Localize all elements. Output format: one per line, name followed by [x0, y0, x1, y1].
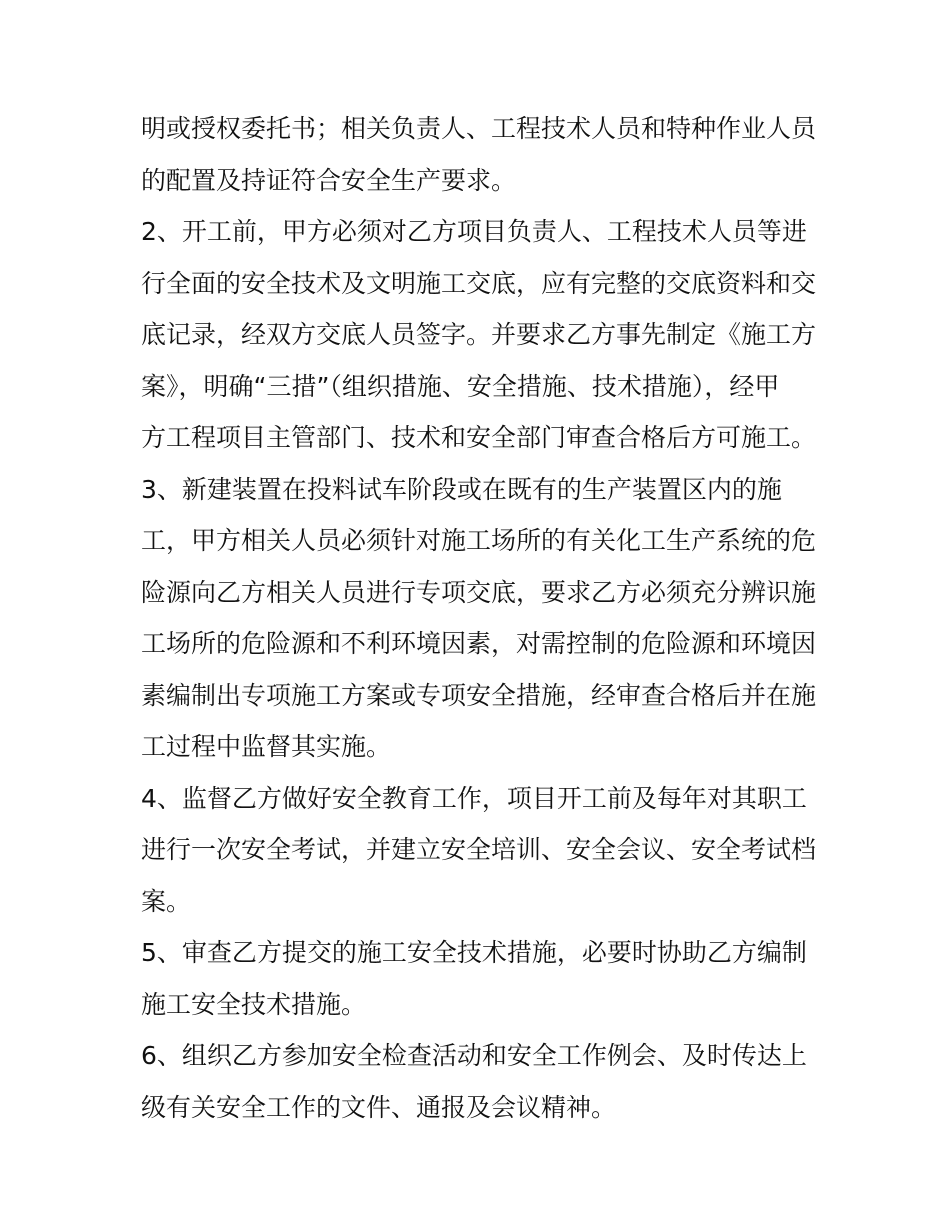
text-line: 6、组织乙方参加安全检查活动和安全工作例会、及时传达上 [141, 1041, 807, 1070]
document-body [141, 103, 821, 1133]
paragraph-item-4 [141, 773, 821, 928]
text-line: 5、审查乙方提交的施工安全技术措施，必要时协助乙方编制 [141, 938, 807, 967]
text-line: 素编制出专项施工方案或专项安全措施，经审查合格后并在施 [141, 680, 817, 710]
text-line: 3、新建装置在投料试车阶段或在既有的生产装置区内的施 [141, 474, 782, 504]
paragraph-item-3 [141, 464, 821, 773]
text-line: 工，甲方相关人员必须针对施工场所的有关化工生产系统的危 [141, 526, 817, 555]
paragraph-intro-continuation [141, 103, 821, 206]
text-line: 进行一次安全考试，并建立安全培训、安全会议、安全考试档 [141, 835, 817, 864]
text-line: 2、开工前，甲方必须对乙方项目负责人、工程技术人员等进 [141, 217, 807, 246]
text-line: 险源向乙方相关人员进行专项交底，要求乙方必须充分辨识施 [141, 577, 817, 607]
paragraph-item-2 [141, 206, 821, 464]
text-line: 工过程中监督其实施。 [141, 732, 392, 761]
text-line: 案。 [141, 886, 192, 916]
text-line: 底记录，经双方交底人员签字。并要求乙方事先制定《施工方 [141, 320, 817, 349]
text-line: 行全面的安全技术及文明施工交底，应有完整的交底资料和交 [141, 268, 817, 298]
paragraph-item-5 [141, 927, 821, 1030]
text-line: 明或授权委托书；相关负责人、工程技术人员和特种作业人员 [141, 114, 817, 143]
text-line: 工场所的危险源和不利环境因素，对需控制的危险源和环境因 [141, 629, 817, 658]
text-line: 案》，明确“三措”（组织措施、安全措施、技术措施），经甲 [141, 371, 780, 401]
text-line: 方工程项目主管部门、技术和安全部门审查合格后方可施工。 [141, 423, 817, 452]
text-line: 施工安全技术措施。 [141, 989, 367, 1019]
text-line: 4、监督乙方做好安全教育工作，项目开工前及每年对其职工 [141, 783, 807, 813]
text-line: 级有关安全工作的文件、通报及会议精神。 [141, 1092, 617, 1122]
paragraph-item-6 [141, 1030, 821, 1133]
text-line: 的配置及持证符合安全生产要求。 [141, 165, 517, 195]
